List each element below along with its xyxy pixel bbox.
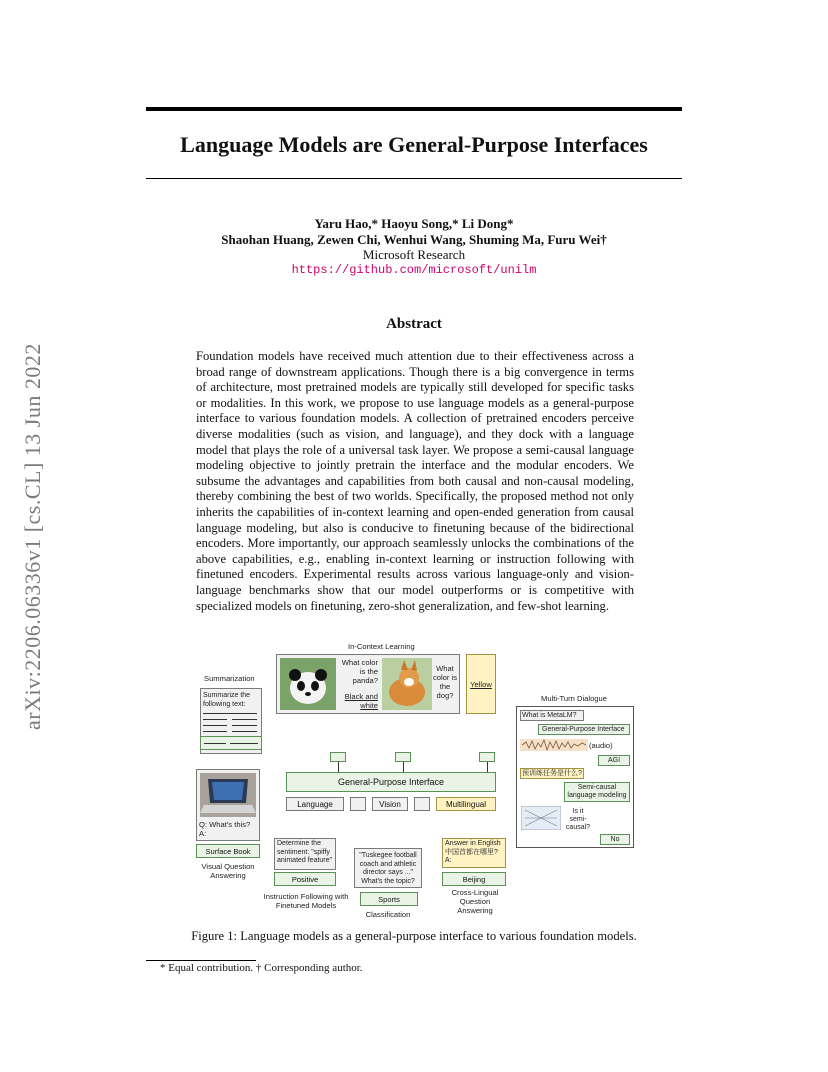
- dog-question: What color is the dog?: [432, 664, 458, 700]
- dialogue-a1: General-Purpose Interface: [542, 726, 625, 733]
- crosslingual-title: Cross-Lingual Question Answering: [451, 888, 499, 915]
- instruction-answer: Positive: [274, 872, 336, 886]
- audio-waveform-icon: [520, 739, 588, 751]
- in-context-title: In-Context Learning: [348, 642, 415, 651]
- dialogue-q4: Is it semi-causal?: [565, 808, 591, 831]
- authors-line-2: Shaohan Huang, Zewen Chi, Wenhui Wang, Shuming Ma, Furu Wei†: [221, 232, 607, 247]
- panda-question: What color is the panda?: [341, 658, 378, 685]
- paper-title: Language Models are General-Purpose Interfaces: [180, 132, 648, 157]
- footnote: * Equal contribution. † Corresponding author.: [160, 962, 363, 974]
- dialogue-q1: What is MetaLM?: [522, 712, 577, 719]
- figure-caption: Figure 1: Language models as a general-purpose interface to various foundation models.: [191, 929, 637, 943]
- crosslingual-answer: Beijing: [442, 872, 506, 886]
- arxiv-side-label: arXiv:2206.06336v1 [cs.CL] 13 Jun 2022: [20, 343, 45, 730]
- repo-link[interactable]: https://github.com/microsoft/unilm: [291, 263, 537, 277]
- vqa-question: Q: What's this? A:: [199, 820, 251, 838]
- laptop-image: [200, 773, 256, 817]
- vqa-title: Visual Question Answering: [201, 862, 255, 880]
- panda-answer: Black and white: [344, 692, 378, 710]
- classification-answer: Sports: [360, 892, 418, 906]
- dog-answer: Yellow: [470, 680, 492, 689]
- authors-line-1: Yaru Hao,* Haoyu Song,* Li Dong*: [314, 216, 514, 231]
- multilingual-encoder: Multilingual: [436, 797, 496, 811]
- classification-prompt: "Tuskegee football coach and athletic director says ..." What's the topic?: [359, 852, 417, 885]
- dialogue-q3: 预训练任务是什么?: [522, 770, 582, 777]
- crosslingual-prompt: Answer in English 中国首都在哪里? A:: [445, 840, 501, 864]
- figure-1: [190, 636, 640, 926]
- dialogue-a4: No: [610, 836, 620, 843]
- diagram-thumbnail-icon: [521, 806, 561, 830]
- vqa-answer: Surface Book: [196, 844, 260, 858]
- top-rule: [146, 107, 682, 111]
- instruction-prompt: Determine the sentiment: "spiffy animated feature": [277, 840, 333, 864]
- panda-image: [280, 658, 336, 710]
- vision-encoder: Vision: [372, 797, 408, 811]
- dialogue-a2: AGI: [607, 757, 621, 764]
- dog-image: [382, 658, 432, 710]
- summarization-title: Summarization: [204, 674, 255, 683]
- dialogue-a3: Semi-causal language modeling: [567, 784, 627, 799]
- affiliation: Microsoft Research: [362, 247, 466, 262]
- abstract-text: Foundation models have received much attention due to their effectiveness across a broad range of downstream applications. Though there is a big convergence in terms of architecture, most pretrained models are typically still developed for specific tasks or modalities. In this work, we propose to use language models as a general-purpose interface to various foundation models. A collection of pretrained encoders perceive diverse modalities (such as vision, and language), and they dock with a language model that plays the role of a universal task layer. We propose a semi-causal language modeling objective to jointly pretrain the interface and the modular encoders. We subsume the advantages and capabilities from both causal and non-causal modeling, thereby combining the best of two worlds. Specifically, the proposed method not only inherits the capabilities of in-context learning and open-ended generation from causal language modeling, but also is conducive to finetuning because of the bidirectional encoders. More importantly, our approach seamlessly unlocks the combinations of the above capabilities, e.g., enabling in-context learning or instruction following with finetuned encoders. Experimental results across various language-only and vision-language benchmarks show that our model outperforms or is competitive with specialized models on finetuning, zero-shot generalization, and few-shot learning.: [196, 349, 634, 613]
- dialogue-audio: (audio): [589, 741, 613, 750]
- footnote-rule: [146, 960, 256, 961]
- title-rule: [146, 178, 682, 179]
- language-encoder: Language: [286, 797, 344, 811]
- abstract-heading: Abstract: [386, 316, 442, 332]
- classification-title: Classification: [365, 910, 411, 919]
- summarize-prompt: Summarize the following text:: [203, 692, 251, 708]
- instruction-title: Instruction Following with Finetuned Models: [263, 892, 349, 910]
- multi-turn-title: Multi-Turn Dialogue: [541, 694, 607, 703]
- general-purpose-interface: General-Purpose Interface: [286, 772, 496, 792]
